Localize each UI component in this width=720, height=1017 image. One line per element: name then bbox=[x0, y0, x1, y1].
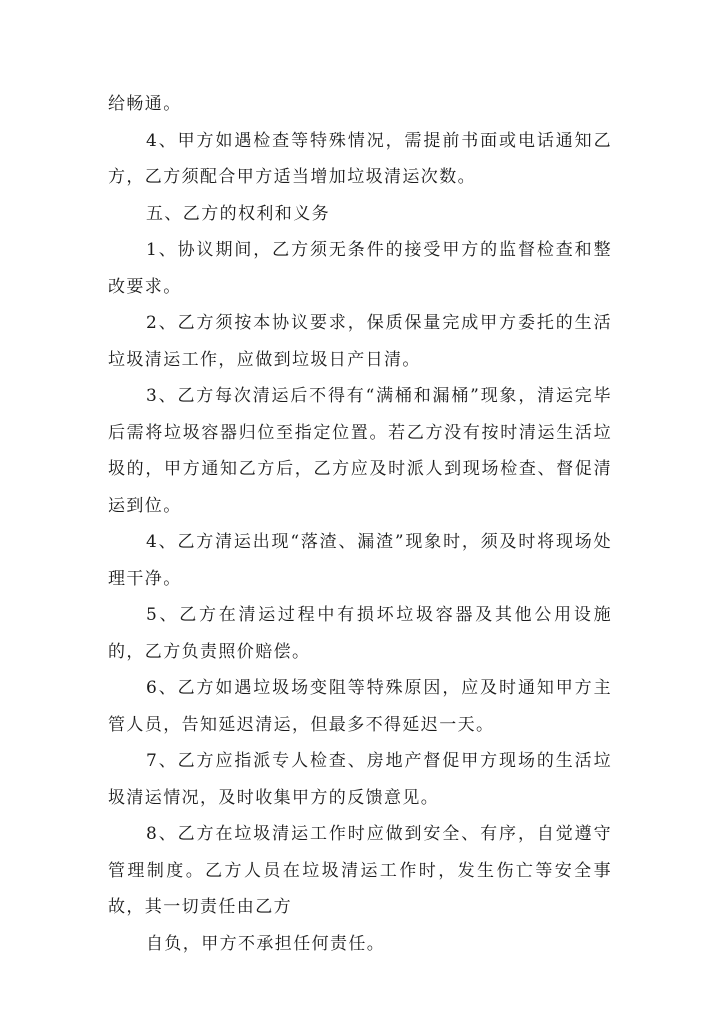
paragraph-clause-b4: 4、乙方清运出现“落渣、漏渣”现象时，须及时将现场处理干净。 bbox=[108, 532, 612, 589]
paragraph-clause-a4: 4、甲方如遇检查等特殊情况，需提前书面或电话通知乙方，乙方须配合甲方适当增加垃圾清运次数。 bbox=[108, 130, 612, 187]
paragraph-continuation: 给畅通。 bbox=[108, 94, 182, 114]
section-heading-party-b-rights: 五、乙方的权利和义务 bbox=[146, 203, 330, 224]
paragraph-clause-b5: 5、乙方在清运过程中有损坏垃圾容器及其他公用设施的，乙方负责照价赔偿。 bbox=[108, 605, 612, 662]
paragraph-clause-b2: 2、乙方须按本协议要求，保质保量完成甲方委托的生活垃圾清运工作，应做到垃圾日产日清。 bbox=[108, 313, 612, 370]
paragraph-clause-b7: 7、乙方应指派专人检查、房地产督促甲方现场的生活垃圾清运情况，及时收集甲方的反馈意见。 bbox=[108, 751, 612, 808]
paragraph-clause-b3: 3、乙方每次清运后不得有“满桶和漏桶”现象，清运完毕后需将垃圾容器归位至指定位置。若乙方没有按时清运生活垃圾的，甲方通知乙方后，乙方应及时派人到现场检查、督促清运到位。 bbox=[108, 386, 612, 516]
paragraph-clause-b8: 8、乙方在垃圾清运工作时应做到安全、有序，自觉遵守管理制度。乙方人员在垃圾清运工作时，发生伤亡等安全事故，其一切责任由乙方 bbox=[108, 824, 612, 917]
paragraph-clause-b8-continued: 自负，甲方不承担任何责任。 bbox=[146, 933, 386, 954]
paragraph-clause-b6: 6、乙方如遇垃圾场变阻等特殊原因，应及时通知甲方主管人员，告知延迟清运，但最多不得延迟一天。 bbox=[108, 678, 612, 735]
document-body bbox=[108, 86, 612, 962]
paragraph-clause-b1: 1、协议期间，乙方须无条件的接受甲方的监督检查和整改要求。 bbox=[108, 240, 612, 297]
